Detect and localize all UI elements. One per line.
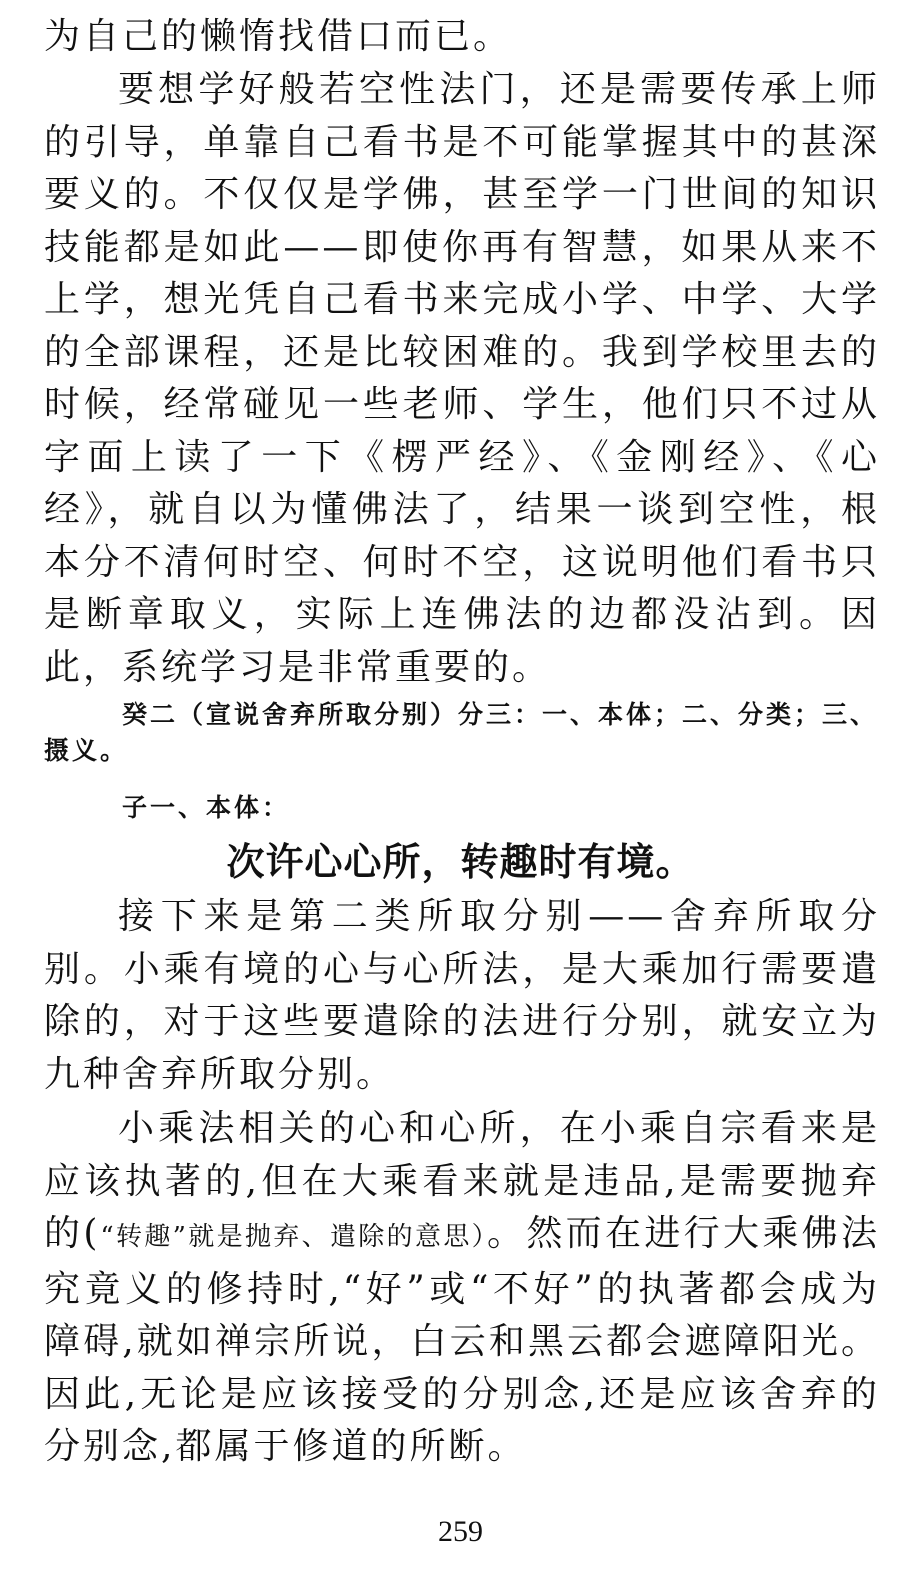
paragraph-explanation: 接下来是第二类所取分别——舍弃所取分别。小乘有境的心与心所法，是大乘加行需要遣除的，对于这些要遣除的法进行分别，就安立为九种舍弃所取分别。: [44, 896, 880, 1095]
commentary-text-part-1: 小乘法相关的心和心所，在小乘自宗看来是应该执著的,但在大乘看来就是违品,是需要抛弃的(: [44, 1108, 880, 1254]
verse-line: 次许心心所，转趣时有境。: [226, 840, 695, 884]
paragraph-continued: 为自己的懒惰找借口而已。: [44, 16, 513, 57]
page-number: 259: [438, 1515, 483, 1548]
subsection-heading: 子一、本体：: [122, 793, 291, 822]
paragraph-study-importance: 要想学好般若空性法门，还是需要传承上师的引导，单靠自己看书是不可能掌握其中的甚深要义的。不仅仅是学佛，甚至学一门世间的知识技能都是如此——即使你再有智慧，如果从来不上学，想光凭自己看书来完成小学、中学、大学的全部课程，还是比较困难的。我到学校里去的时候，经常碰见一些老师、学生，他们只不过从字面上读了一下《楞严经》、《金刚经》、《心经》，就自以为懂佛法了，结果一谈到空性，根本分不清何时空、何时不空，这说明他们看书只是断章取义，实际上连佛法的边都没沾到。因此，系统学习是非常重要的。: [44, 69, 880, 688]
commentary-text-part-2: 。然而在进行大乘佛法究竟义的修持时,“好”或“不好”的执著都会成为障碍,就如禅宗所说，白云和黑云都会遮障阳光。因此,无论是应该接受的分别念,还是应该舍弃的分别念,都属于修道的所断。: [44, 1213, 880, 1467]
section-heading: 癸二（宣说舍弃所取分别）分三：一、本体；二、分类；三、摄义。: [44, 700, 879, 765]
commentary-note: “转趣”就是抛弃、遣除的意思）: [100, 1222, 487, 1252]
paragraph-commentary: [44, 1103, 880, 1474]
